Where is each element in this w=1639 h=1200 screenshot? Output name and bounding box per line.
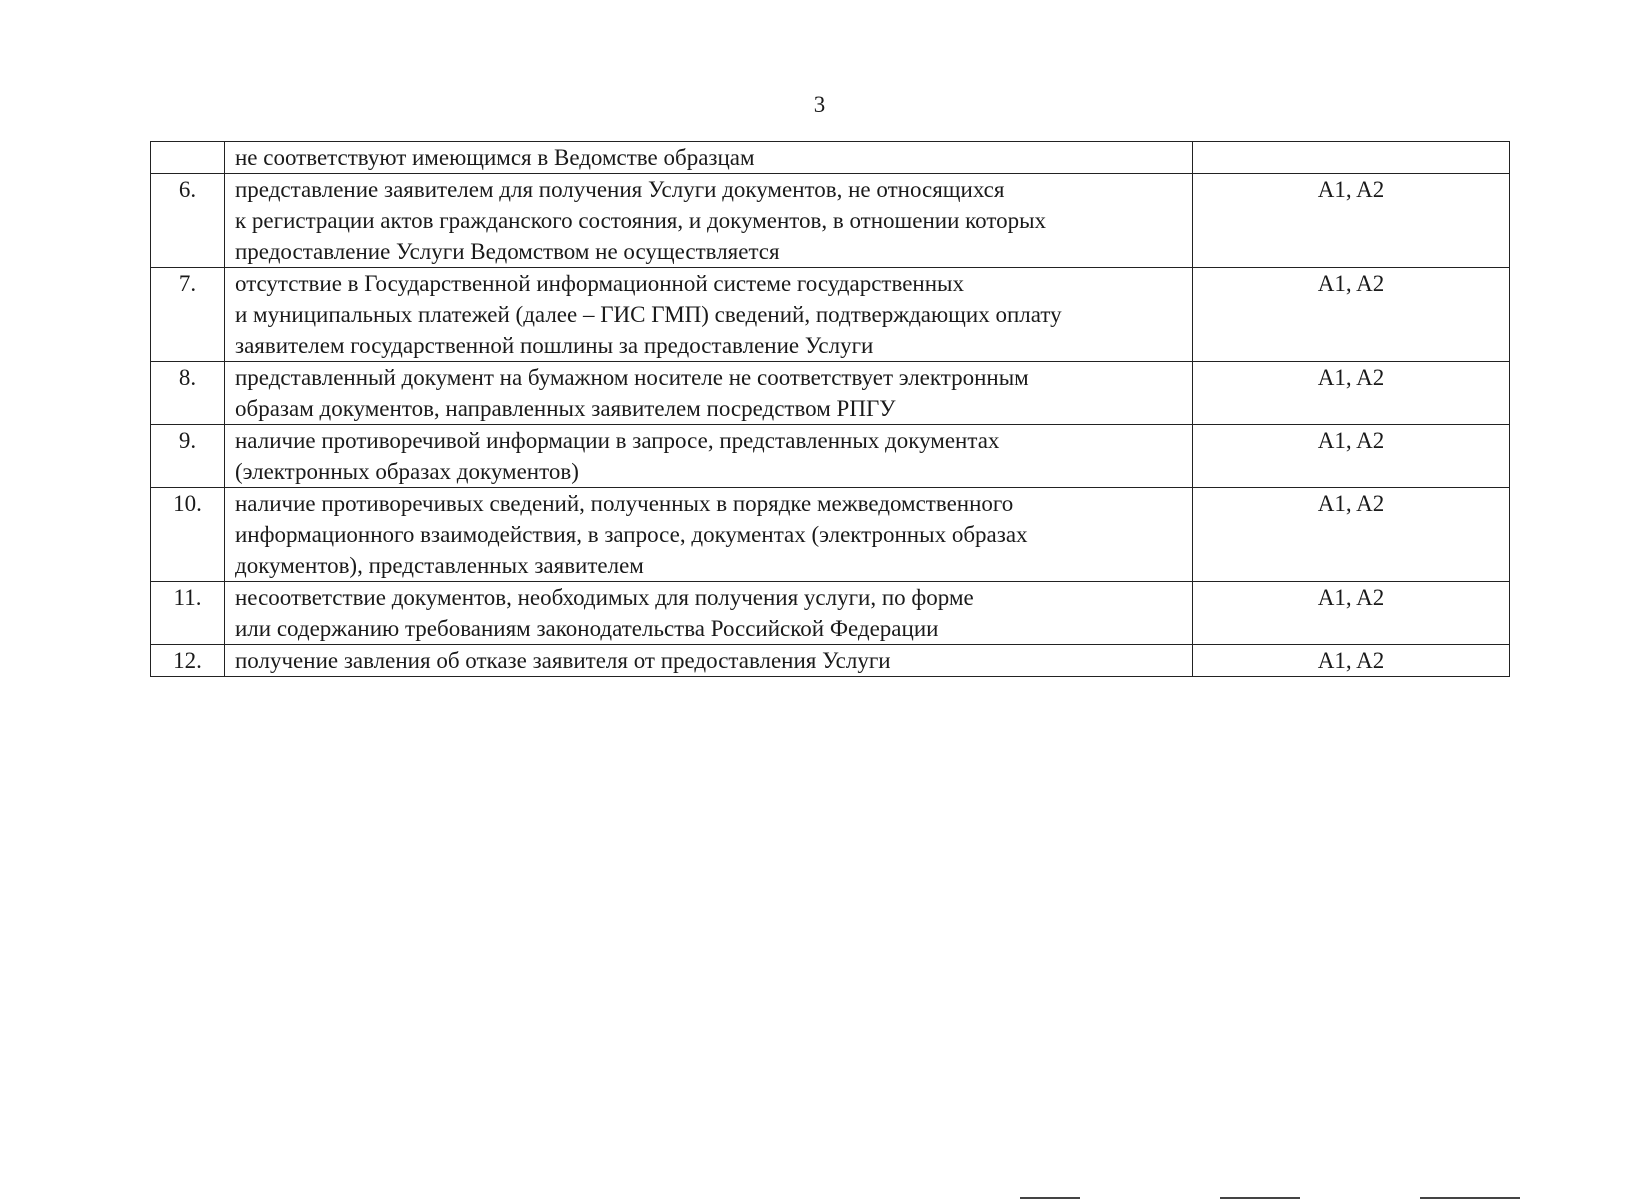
scan-artifact (1420, 1197, 1520, 1199)
row-codes (1193, 142, 1510, 174)
scan-artifact (1220, 1197, 1300, 1199)
row-codes: A1, A2 (1193, 645, 1510, 677)
row-description: не соответствуют имеющимся в Ведомстве образцам (225, 142, 1193, 174)
row-codes: A1, A2 (1193, 425, 1510, 488)
table-row (151, 488, 1510, 582)
table-row (151, 268, 1510, 362)
row-description: представленный документ на бумажном носителе не соответствует электронным образам документов, направленных заявителем посредством РПГУ (225, 362, 1193, 425)
table-row (151, 645, 1510, 677)
table-row (151, 174, 1510, 268)
row-codes: A1, A2 (1193, 268, 1510, 362)
row-description: наличие противоречивой информации в запросе, представленных документах (электронных образах документов) (225, 425, 1193, 488)
row-number: 10. (151, 488, 225, 582)
row-number (151, 142, 225, 174)
row-number: 12. (151, 645, 225, 677)
row-codes: A1, A2 (1193, 582, 1510, 645)
row-description: получение завления об отказе заявителя от предоставления Услуги (225, 645, 1193, 677)
row-number: 7. (151, 268, 225, 362)
row-codes: A1, A2 (1193, 488, 1510, 582)
row-codes: A1, A2 (1193, 174, 1510, 268)
row-number: 6. (151, 174, 225, 268)
row-number: 9. (151, 425, 225, 488)
row-description: представление заявителем для получения Услуги документов, не относящихся к регистрации актов гражданского состояния, и документов, в отношении которых предоставление Услуги Ведомством не осуществляется (225, 174, 1193, 268)
table-row (151, 582, 1510, 645)
row-description: наличие противоречивых сведений, полученных в порядке межведомственного информационного взаимодействия, в запросе, документах (электронных образах документов), представленных заявителем (225, 488, 1193, 582)
row-codes: A1, A2 (1193, 362, 1510, 425)
row-description: отсутствие в Государственной информационной системе государственных и муниципальных платежей (далее – ГИС ГМП) сведений, подтверждающих оплату заявителем государственной пошлины за предоставление Услуги (225, 268, 1193, 362)
refusal-grounds-table (150, 141, 1510, 677)
table-row (151, 142, 1510, 174)
row-number: 8. (151, 362, 225, 425)
page-number: 3 (813, 92, 826, 117)
scan-artifact (1020, 1197, 1080, 1199)
table-row (151, 425, 1510, 488)
row-description: несоответствие документов, необходимых для получения услуги, по форме или содержанию требованиям законодательства Российской Федерации (225, 582, 1193, 645)
row-number: 11. (151, 582, 225, 645)
table-row (151, 362, 1510, 425)
